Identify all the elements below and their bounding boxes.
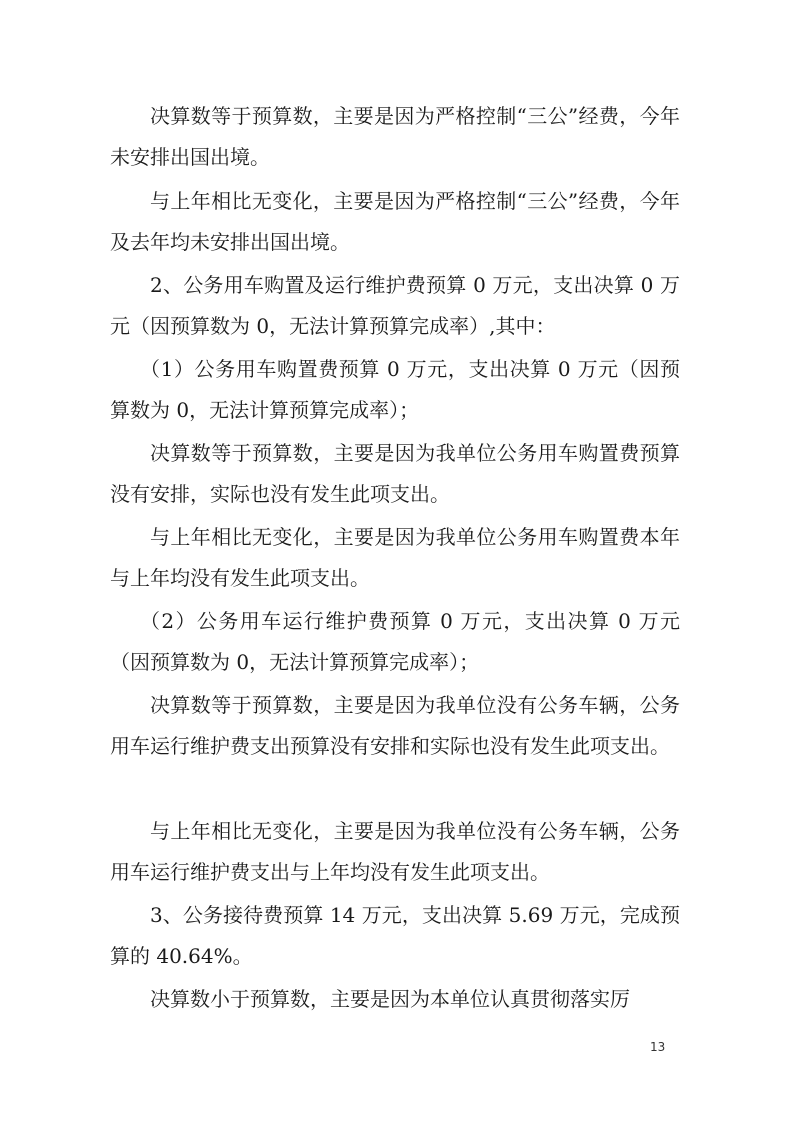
paragraph-9: 与上年相比无变化，主要是因为我单位没有公务车辆，公务用车运行维护费支出与上年均没有发生此项支出。 — [110, 819, 680, 884]
paragraph-7: （2）公务用车运行维护费预算 0 万元，支出决算 0 万元（因预算数为 0，无法计算预算完成率）； — [110, 609, 680, 674]
page-number: 13 — [650, 1040, 666, 1054]
paragraph-8: 决算数等于预算数，主要是因为我单位没有公务车辆，公务用车运行维护费支出预算没有安排和实际也没有发生此项支出。 — [110, 693, 680, 758]
paragraph-6: 与上年相比无变化，主要是因为我单位公务用车购置费本年与上年均没有发生此项支出。 — [110, 525, 680, 590]
paragraph-10: 3、公务接待费预算 14 万元，支出决算 5.69 万元，完成预算的 40.64%。 — [110, 903, 680, 968]
paragraph-3: 2、公务用车购置及运行维护费预算 0 万元，支出决算 0 万元（因预算数为 0，无法计算预算完成率）,其中： — [110, 273, 680, 338]
paragraph-5: 决算数等于预算数，主要是因为我单位公务用车购置费预算没有安排，实际也没有发生此项支出。 — [110, 441, 680, 506]
paragraph-4: （1）公务用车购置费预算 0 万元，支出决算 0 万元（因预算数为 0，无法计算预算完成率）； — [110, 357, 680, 422]
paragraph-2: 与上年相比无变化，主要是因为严格控制“三公”经费，今年及去年均未安排出国出境。 — [110, 189, 680, 254]
paragraph-1: 决算数等于预算数，主要是因为严格控制“三公”经费，今年未安排出国出境。 — [110, 104, 680, 169]
paragraph-11: 决算数小于预算数，主要是因为本单位认真贯彻落实厉 — [150, 987, 630, 1011]
